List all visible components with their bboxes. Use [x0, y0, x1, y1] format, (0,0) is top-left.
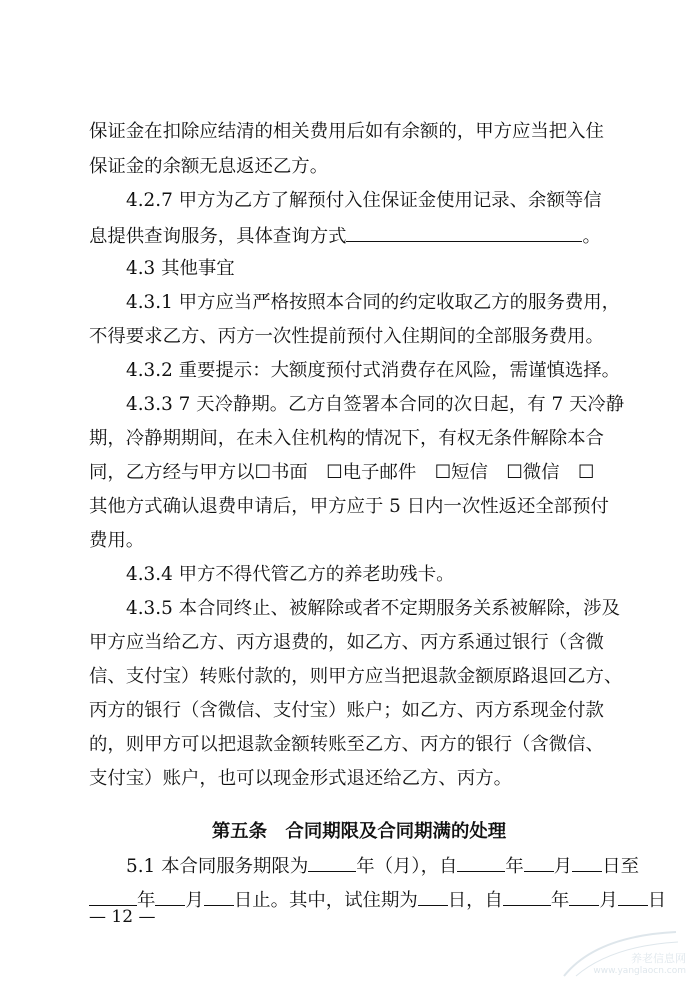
- article-heading: 第五条 合同期限及合同期满的处理: [211, 821, 507, 842]
- checkbox-line[interactable]: 同，乙方经与甲方以☐书面 ☐电子邮件 ☐短信 ☐微信 ☐: [89, 462, 595, 483]
- paragraph-line: [89, 223, 629, 247]
- line-text: 年（月），自: [356, 856, 458, 877]
- paragraph-line: 期，冷静期期间，在未入住机构的情况下，有权无条件解除本合: [89, 428, 604, 449]
- fill-blank[interactable]: [618, 887, 648, 906]
- fill-blank[interactable]: [418, 887, 448, 906]
- paragraph-line: 4.2.7 甲方为乙方了解预付入住保证金使用记录、余额等信: [126, 190, 602, 211]
- fill-blank[interactable]: [572, 853, 602, 872]
- fill-blank[interactable]: [89, 887, 137, 906]
- line-text: 日止。其中，试住期为: [233, 890, 418, 911]
- paragraph-line: 4.3.1 甲方应当严格按照本合同的约定收取乙方的服务费用，: [126, 292, 621, 313]
- paragraph-line: 4.3.2 重要提示：大额度预付式消费存在风险，需谨慎选择。: [126, 360, 621, 381]
- clause-line: [89, 887, 667, 911]
- page-number: — 12 —: [89, 907, 156, 927]
- fill-blank[interactable]: [569, 887, 599, 906]
- fill-blank[interactable]: [308, 853, 356, 872]
- watermark: [556, 926, 686, 982]
- paragraph-line: 丙方的银行（含微信、支付宝）账户；如乙方、丙方系现金付款: [89, 700, 604, 721]
- line-text: 日: [647, 890, 667, 911]
- line-text: 月: [599, 890, 618, 911]
- paragraph-line: 保证金的余额无息返还乙方。: [89, 156, 329, 177]
- line-text: 息提供查询服务，具体查询方式: [89, 226, 347, 247]
- line-text: 年: [137, 890, 156, 911]
- fill-blank[interactable]: [457, 853, 505, 872]
- watermark-url: www.yanglaocn.com: [593, 966, 686, 976]
- line-text: 。: [582, 226, 601, 247]
- paragraph-line: 4.3.3 7 天冷静期。乙方自签署本合同的次日起，有 7 天冷静: [126, 394, 625, 415]
- paragraph-line: 费用。: [89, 530, 145, 551]
- paragraph-line: 4.3.5 本合同终止、被解除或者不定期服务关系被解除，涉及: [126, 598, 621, 619]
- line-text: 年: [505, 856, 524, 877]
- line-text: 日至: [602, 856, 639, 877]
- paragraph-line: 不得要求乙方、丙方一次性提前预付入住期间的全部服务费用。: [89, 326, 604, 347]
- fill-blank[interactable]: [204, 887, 234, 906]
- line-text: 日，自: [447, 890, 503, 911]
- paragraph-line: 支付宝）账户，也可以现金形式退还给乙方、丙方。: [89, 768, 512, 789]
- fill-blank[interactable]: [524, 853, 554, 872]
- line-text: 月: [553, 856, 573, 877]
- paragraph-line: 保证金在扣除应结清的相关费用后如有余额的，甲方应当把入住: [89, 121, 604, 142]
- paragraph-line: 4.3.4 甲方不得代管乙方的养老助残卡。: [126, 564, 455, 585]
- line-text: 5.1 本合同服务期限为: [126, 856, 309, 877]
- paragraph-line: 信、支付宝）转账付款的，则甲方应当把退款金额原路退回乙方、: [89, 666, 623, 687]
- fill-blank[interactable]: [503, 887, 551, 906]
- fill-blank[interactable]: [155, 887, 185, 906]
- paragraph-line: 的，则甲方可以把退款金额转账至乙方、丙方的银行（含微信、: [89, 734, 604, 755]
- line-text: 年: [550, 890, 570, 911]
- fill-blank[interactable]: [346, 223, 582, 242]
- section-title: 4.3 其他事宜: [126, 258, 235, 279]
- paragraph-line: 甲方应当给乙方、丙方退费的，如乙方、丙方系通过银行（含微: [89, 632, 604, 653]
- watermark-text: 养老信息网: [631, 952, 686, 965]
- line-text: 月: [185, 890, 204, 911]
- clause-line: [126, 853, 639, 877]
- paragraph-line: 其他方式确认退费申请后，甲方应于 5 日内一次性返还全部预付: [89, 496, 609, 517]
